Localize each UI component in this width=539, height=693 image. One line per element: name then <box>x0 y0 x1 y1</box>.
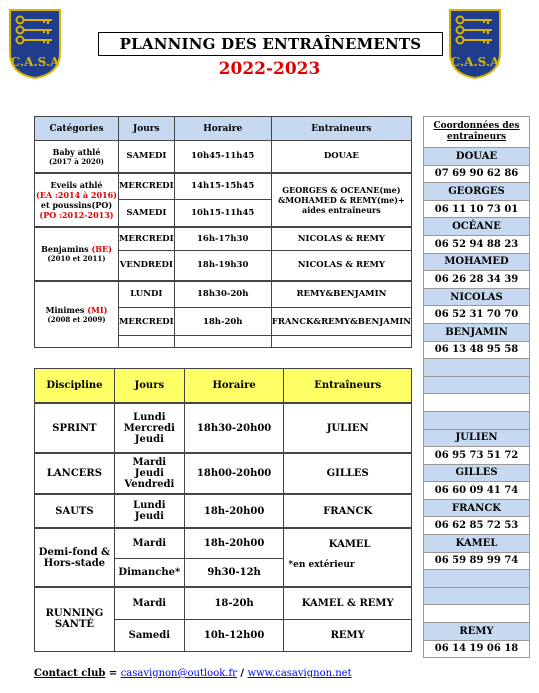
coach-cell: JULIEN <box>284 403 412 453</box>
col-header-categories: Catégories <box>35 117 119 141</box>
days-cell: Mardi Jeudi Vendredi <box>114 453 184 494</box>
contact-phone: 06 95 73 51 72 <box>424 447 530 465</box>
contacts-header: Coordonnées des entraîneurs <box>424 117 530 148</box>
contact-name: JULIEN <box>424 429 530 447</box>
day-cell: Mardi <box>114 528 184 558</box>
page-title: PLANNING DES ENTRAÎNEMENTS <box>98 32 443 56</box>
time-cell: 16h-17h30 <box>174 227 271 251</box>
table-row <box>35 227 412 251</box>
table-header-row <box>35 117 412 141</box>
contact-phone: 06 52 31 70 70 <box>424 306 530 324</box>
day-cell: MERCREDI <box>119 227 175 251</box>
coach-contacts-table <box>423 116 530 658</box>
time-cell: 10h45-11h45 <box>174 141 271 173</box>
coach-cell: DOUAE <box>271 141 411 173</box>
disciplines-table <box>34 368 412 652</box>
days-cell: Lundi Mercredi Jeudi <box>114 403 184 453</box>
coach-cell: GEORGES & OCEANE(me) &MOHAMED & REMY(me)+ aides entraîneurs <box>271 173 411 227</box>
time-cell: 18h00-20h00 <box>184 453 284 494</box>
contact-email-link[interactable]: casavignon@outlook.fr <box>120 668 237 679</box>
discipline-sprint: SPRINT <box>35 403 115 453</box>
contact-name: OCÉANE <box>424 218 530 236</box>
contact-name: BENJAMIN <box>424 323 530 341</box>
contact-name: KAMEL <box>424 535 530 553</box>
contact-phone: 06 52 94 88 23 <box>424 235 530 253</box>
contact-name: NICOLAS <box>424 288 530 306</box>
contact-name: MOHAMED <box>424 253 530 271</box>
day-cell: LUNDI <box>119 281 175 308</box>
coach-cell: FRANCK <box>284 494 412 528</box>
time-cell: 14h15-15h45 <box>174 173 271 200</box>
discipline-running: RUNNING SANTÉ <box>35 587 115 651</box>
contact-name: DOUAE <box>424 148 530 166</box>
season-label: 2022-2023 <box>218 59 321 79</box>
day-cell: Dimanche* <box>114 558 184 587</box>
day-cell: MERCREDI <box>119 173 175 200</box>
coach-cell: KAMEL & REMY <box>284 587 412 619</box>
discipline-sauts: SAUTS <box>35 494 115 528</box>
time-cell: 18h30-20h <box>174 281 271 308</box>
coach-cell: KAMEL *en extérieur <box>284 528 412 587</box>
contact-name: REMY <box>424 623 530 641</box>
time-cell: 18h-20h00 <box>184 494 284 528</box>
contact-name: GEORGES <box>424 183 530 201</box>
contact-label: Contact club <box>34 668 106 679</box>
col-header-days: Jours <box>119 117 175 141</box>
contact-phone: 06 14 19 06 18 <box>424 640 530 658</box>
day-cell: SAMEDI <box>119 141 175 173</box>
day-cell: Mardi <box>114 587 184 619</box>
day-cell: Samedi <box>114 619 184 651</box>
coach-cell: NICOLAS & REMY <box>271 227 411 251</box>
contact-phone: 06 13 48 95 58 <box>424 341 530 359</box>
day-cell: VENDREDI <box>119 251 175 281</box>
col-header-coaches: Entraîneurs <box>284 369 412 404</box>
categories-table <box>34 116 412 348</box>
time-cell: 18h-20h <box>174 308 271 336</box>
col-header-schedule: Horaire <box>184 369 284 404</box>
club-contact-line: Contact club = casavignon@outlook.fr / www.casavignon.net <box>34 668 352 679</box>
logo-text: C.A.S.A <box>10 55 60 69</box>
time-cell: 18h30-20h00 <box>184 403 284 453</box>
col-header-discipline: Discipline <box>35 369 115 404</box>
table-row <box>35 587 412 619</box>
col-header-coaches: Entraineurs <box>271 117 411 141</box>
day-cell: SAMEDI <box>119 200 175 227</box>
contact-phone: 07 69 90 62 86 <box>424 165 530 183</box>
table-header-row <box>35 369 412 404</box>
table-row <box>35 403 412 453</box>
col-header-schedule: Horaire <box>174 117 271 141</box>
coach-cell: NICOLAS & REMY <box>271 251 411 281</box>
table-row <box>35 173 412 200</box>
category-baby: Baby athlé (2017 à 2020) <box>35 141 119 173</box>
contact-name: GILLES <box>424 464 530 482</box>
table-row <box>35 141 412 173</box>
col-header-days: Jours <box>114 369 184 404</box>
coach-cell: REMY&BENJAMIN <box>271 281 411 308</box>
coach-cell: GILLES <box>284 453 412 494</box>
time-cell: 18h-20h00 <box>184 528 284 558</box>
discipline-lancers: LANCERS <box>35 453 115 494</box>
days-cell: Lundi Jeudi <box>114 494 184 528</box>
contact-name: FRANCK <box>424 499 530 517</box>
table-row <box>35 281 412 308</box>
time-cell: 10h15-11h45 <box>174 200 271 227</box>
discipline-demi-fond: Demi-fond & Hors-stade <box>35 528 115 587</box>
table-row <box>35 453 412 494</box>
category-eveils: Eveils athlé (EA :2014 à 2016) et poussins(PO) (PO :2012-2013) <box>35 173 119 227</box>
contact-phone: 06 26 28 34 39 <box>424 271 530 289</box>
contact-phone: 06 62 85 72 53 <box>424 517 530 535</box>
category-benjamins: Benjamins (BE) (2010 et 2011) <box>35 227 119 281</box>
logo-text: C.A.S.A <box>450 55 500 69</box>
contact-phone: 06 59 89 99 74 <box>424 552 530 570</box>
time-cell: 18-20h <box>184 587 284 619</box>
time-cell: 9h30-12h <box>184 558 284 587</box>
day-cell: MERCREDI <box>119 308 175 336</box>
coach-cell: FRANCK&REMY&BENJAMIN <box>271 308 411 336</box>
time-cell: 10h-12h00 <box>184 619 284 651</box>
time-cell: 18h-19h30 <box>174 251 271 281</box>
website-link[interactable]: www.casavignon.net <box>247 668 352 679</box>
coach-cell: REMY <box>284 619 412 651</box>
club-logo-left <box>8 8 62 80</box>
table-row <box>35 528 412 558</box>
table-row <box>35 494 412 528</box>
club-logo-right <box>448 8 502 80</box>
contact-phone: 06 11 10 73 01 <box>424 200 530 218</box>
category-minimes: Minimes (MI) (2008 et 2009) <box>35 281 119 348</box>
contact-phone: 06 60 09 41 74 <box>424 482 530 500</box>
